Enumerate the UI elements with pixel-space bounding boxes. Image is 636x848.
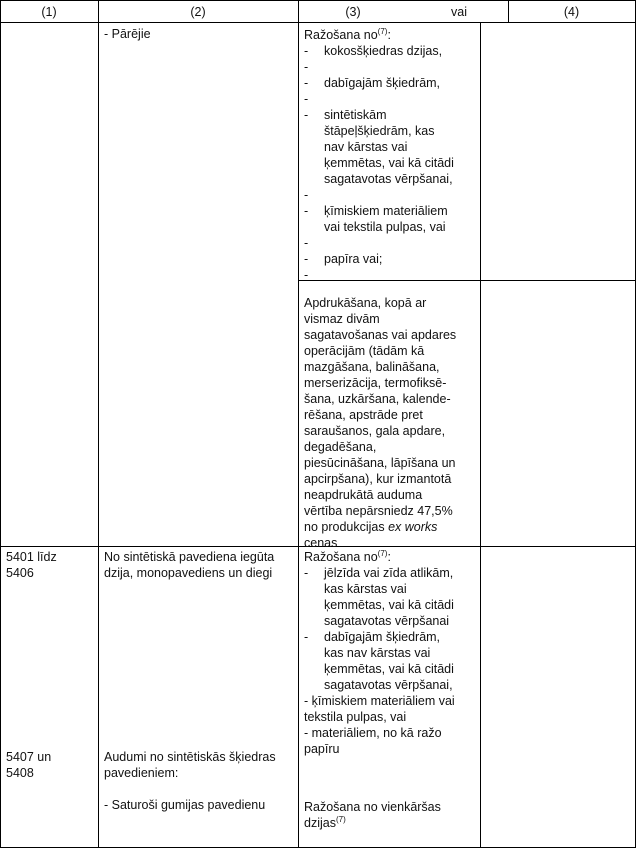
row1-item (304, 43, 480, 59)
header-col4: (4) (563, 5, 580, 19)
ex-works-term: ex works (388, 520, 438, 534)
item-text: kokosšķiedras dzijas, (324, 44, 443, 58)
row1-item (304, 203, 480, 235)
item-text (324, 187, 480, 203)
row4-col2: - Saturoši gumijas pavedienu (104, 798, 266, 812)
row2-col3 (304, 549, 480, 757)
row2-col2: No sintētiskā pavediena iegūta dzija, monopavediens un diegi (104, 550, 275, 580)
bullet-dash: - (304, 92, 309, 106)
col1-right-border (98, 0, 99, 848)
item-text: ķīmiskiem materiāliem vai tekstila pulpas, vai (324, 204, 448, 234)
table-left-border (0, 0, 1, 848)
bullet-dash: - (304, 44, 309, 58)
header-col3: (3) (345, 5, 361, 19)
bullet-dash: - (304, 60, 309, 74)
bullet-dash: - (304, 566, 309, 580)
row2-item (304, 629, 480, 693)
row1-item-list (304, 43, 480, 283)
item-text (324, 59, 480, 75)
row1-item (304, 59, 480, 75)
row1-item (304, 267, 480, 283)
row2-item-list (304, 565, 480, 693)
row1-col3 (304, 27, 480, 283)
bullet-dash: - (304, 108, 309, 122)
item-text (324, 235, 480, 251)
row3-col2: Audumi no sintētiskās šķiedras pavedieniem: (104, 750, 276, 780)
item-text (324, 267, 480, 283)
footnote-ref: (7) (377, 26, 388, 36)
row1-item (304, 187, 480, 203)
row2-item (304, 565, 480, 629)
bullet-dash: - (304, 236, 309, 250)
table-top-border (0, 0, 636, 1)
row1-item (304, 251, 480, 267)
bullet-dash: - (304, 268, 309, 282)
header-col2: (2) (190, 5, 206, 19)
header-col1: (1) (41, 5, 57, 19)
row1-item (304, 75, 480, 91)
row1-col3-intro: Ražošana $no^{(7)}$: (304, 26, 391, 42)
item-text: papīra vai; (324, 252, 383, 266)
row1-item (304, 107, 480, 187)
row1-item (304, 235, 480, 251)
item-text: dabīgajām šķiedrām, kas nav kārstas vai ķemmētas, vai kā citādi sagatavotas vērpšanai, (324, 630, 454, 692)
row1-col3-second: Apdrukāšana, kopā ar vismaz divām sagatavošanas vai apdares operācijām (tādām kā mazgāšana, balināšana, merserizācija, termofiksē- šana, uzkāršana, kalende- rēšana, apstrāde pret saraušanos, gala apdare, degadēšana, piesūcināšana, lāpīšana un apcirpšana), kur izmantotā neapdrukātā auduma vērtība nepārsniedz 47,5% no produkcijas ex works cenas (304, 296, 457, 550)
item-text: jēlzīda vai zīda atlikām, kas kārstas vai ķemmētas, vai kā citādi sagatavotas vērpšanai (324, 566, 454, 628)
bullet-dash: - (304, 252, 309, 266)
row2-col1: 5401 līdz 5406 (6, 550, 57, 580)
row3-col1: 5407 un 5408 (6, 750, 52, 780)
bullet-dash: - (304, 630, 309, 644)
row1-col2: - Pārējie (104, 27, 151, 41)
col2-right-border (298, 0, 299, 848)
footnote-ref: (7) (335, 814, 346, 824)
row4-col3: Ražošana no vienkāršas dzijas$^{(7)}$ (304, 800, 441, 830)
row2-col3-tail: - ķīmiskiem materiāliem vai tekstila pulpas, vai - materiāliem, no kā ražo papīru (304, 694, 455, 756)
row2-col3-intro: Ražošana $no^{(7)}$: (304, 548, 391, 564)
header-vai: vai (451, 5, 467, 19)
header-bottom-border (0, 22, 636, 23)
row1-item (304, 91, 480, 107)
bullet-dash: - (304, 188, 309, 202)
bullet-dash: - (304, 204, 309, 218)
footnote-ref: (7) (377, 548, 388, 558)
item-text: sintētiskām štāpeļšķiedrām, kas nav kārstas vai ķemmētas, vai kā citādi sagatavotas vērpšanai, (324, 108, 454, 186)
item-text: dabīgajām šķiedrām, (324, 76, 441, 90)
bullet-dash: - (304, 76, 309, 90)
item-text (324, 91, 480, 107)
col3-right-border (480, 22, 481, 848)
